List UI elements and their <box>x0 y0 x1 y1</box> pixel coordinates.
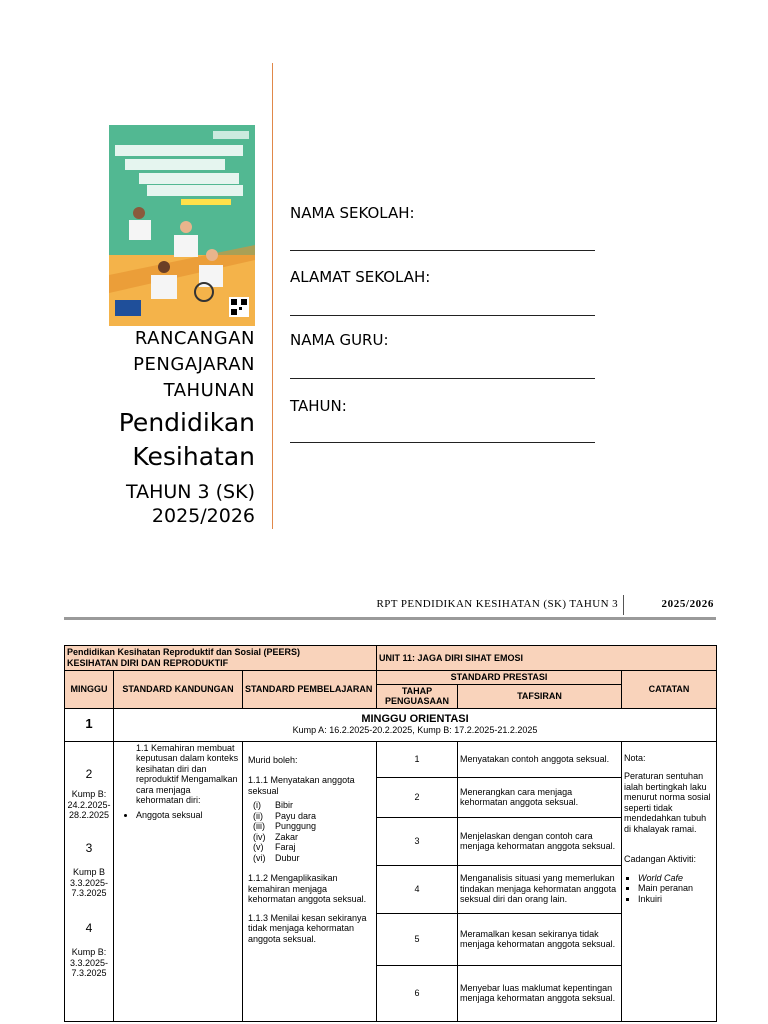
strand-cell <box>65 646 377 671</box>
standard-pembelajaran-cell <box>243 741 377 1021</box>
rpt-table <box>64 645 717 1022</box>
title-line-3: TAHUNAN <box>163 380 255 401</box>
tp-2: 2 <box>377 777 458 817</box>
strand-label: Pendidikan Kesihatan Reproduktif dan Sosial (PEERS) <box>67 647 301 657</box>
cover-divider <box>272 63 273 529</box>
week-2-dates: Kump B: 24.2.2025-28.2.2025 <box>67 789 111 820</box>
sp-1-1-2: 1.1.2 Mengaplikasikan kemahiran menjaga kehormatan anggota seksual. <box>248 873 367 904</box>
aktiviti-item: ▪ Inkuiri <box>638 894 714 905</box>
teacher-name-label: NAMA GURU: <box>290 331 389 349</box>
cover-title-block <box>60 326 255 528</box>
header-catatan: CATATAN <box>622 671 717 709</box>
year-label: TAHUN: <box>290 397 347 415</box>
standard-kandungan-cell <box>114 741 243 1021</box>
sk-text: 1.1 Kemahiran membuat keputusan dalam konteks kesihatan diri dan reproduktif Mengamalkan cara menjaga kehormatan diri: <box>136 742 239 805</box>
tp-3: 3 <box>377 817 458 865</box>
tafsiran-5: Meramalkan kesan sekiranya tidak menjaga kehormatan anggota seksual. <box>458 913 622 965</box>
week-2-number: 2 <box>85 766 93 781</box>
orientation-dates: Kump A: 16.2.2025-20.2.2025, Kump B: 17.2.2025-21.2.2025 <box>292 724 538 735</box>
tafsiran-6: Menyebar luas maklumat kepentingan menjaga kehormatan anggota seksual. <box>458 965 622 1021</box>
page-header-year: 2025/2026 <box>661 598 714 610</box>
tafsiran-1: Menyatakan contoh anggota seksual. <box>458 741 622 777</box>
sp-part: (i) Bibir <box>253 800 294 810</box>
header-standard-pembelajaran: STANDARD PEMBELAJARAN <box>243 671 377 709</box>
school-name-label: NAMA SEKOLAH: <box>290 204 415 222</box>
topic-label: KESIHATAN DIRI DAN REPRODUKTIF <box>67 657 229 668</box>
school-address-line[interactable] <box>290 315 595 316</box>
page-header-title: RPT PENDIDIKAN KESIHATAN (SK) TAHUN 3 <box>376 598 618 610</box>
week-3-number: 3 <box>85 840 93 855</box>
header-tafsiran: TAFSIRAN <box>458 684 622 708</box>
tafsiran-4: Menganalisis situasi yang memerlukan tindakan menjaga kehormatan anggota seksual diri dan orang lain. <box>458 865 622 913</box>
aktiviti-list <box>624 873 714 905</box>
textbook-cover-image <box>109 125 255 326</box>
tp-1: 1 <box>377 741 458 777</box>
page-header-separator <box>623 595 624 615</box>
title-line-1: RANCANGAN <box>134 328 255 349</box>
aktiviti-label: Cadangan Aktiviti: <box>624 854 697 864</box>
sp-part: (iii) Punggung <box>253 821 317 831</box>
sp-intro: Murid boleh: <box>248 754 298 765</box>
header-tahap: TAHAP PENGUASAAN <box>377 684 458 708</box>
catatan-cell <box>622 741 717 1021</box>
session-label: 2025/2026 <box>151 505 255 527</box>
school-name-line[interactable] <box>290 250 595 251</box>
title-line-2: PENGAJARAN <box>133 354 255 375</box>
orientation-cell <box>114 708 717 741</box>
sk-bullet: • Anggota seksual <box>136 810 240 821</box>
weeks-cell <box>65 741 114 1021</box>
orientation-title: MINGGU ORIENTASI <box>361 713 469 725</box>
header-standard-kandungan: STANDARD KANDUNGAN <box>114 671 243 709</box>
orientation-week: 1 <box>65 708 114 741</box>
level-label: TAHUN 3 (SK) <box>125 481 255 503</box>
week-3-dates: Kump B 3.3.2025-7.3.2025 <box>69 867 109 898</box>
sp-part: (v) Faraj <box>253 842 296 852</box>
aktiviti-item: ▪ Main peranan <box>638 883 714 894</box>
sp-1-1-3: 1.1.3 Menilai kesan sekiranya tidak menjaga kehormatan anggota seksual. <box>248 912 367 944</box>
tp-6: 6 <box>377 965 458 1021</box>
tp-4: 4 <box>377 865 458 913</box>
sp-1-1-1: 1.1.1 Menyatakan anggota seksual <box>248 775 355 796</box>
school-address-label: ALAMAT SEKOLAH: <box>290 268 431 286</box>
week-4-number: 4 <box>85 920 93 935</box>
unit-title: UNIT 11: JAGA DIRI SIHAT EMOSI <box>377 646 717 671</box>
tp-5: 5 <box>377 913 458 965</box>
teacher-name-line[interactable] <box>290 378 595 379</box>
header-standard-prestasi: STANDARD PRESTASI <box>377 671 622 685</box>
tafsiran-3: Menjelaskan dengan contoh cara menjaga kehormatan anggota seksual. <box>458 817 622 865</box>
header-minggu: MINGGU <box>65 671 114 709</box>
subject-line-2: Kesihatan <box>132 442 255 471</box>
sp-part: (ii) Payu dara <box>253 810 317 821</box>
nota-label: Nota: <box>624 752 646 763</box>
page-header-rule <box>64 617 716 620</box>
year-line[interactable] <box>290 442 595 443</box>
sp-part: (iv) Zakar <box>253 831 299 842</box>
nota-text: Peraturan sentuhan ialah bertingkah laku menurut norma sosial seperti tidak mendedahkan tubuh di khalayak ramai. <box>624 771 711 834</box>
aktiviti-item: ▪ World Cafe <box>638 873 714 884</box>
sp-part: (vi) Dubur <box>253 852 300 863</box>
week-4-dates: Kump B: 3.3.2025-7.3.2025 <box>69 947 109 978</box>
tafsiran-2: Menerangkan cara menjaga kehormatan anggota seksual. <box>458 777 622 817</box>
subject-line-1: Pendidikan <box>118 408 255 437</box>
sp-parts-list <box>253 800 374 863</box>
